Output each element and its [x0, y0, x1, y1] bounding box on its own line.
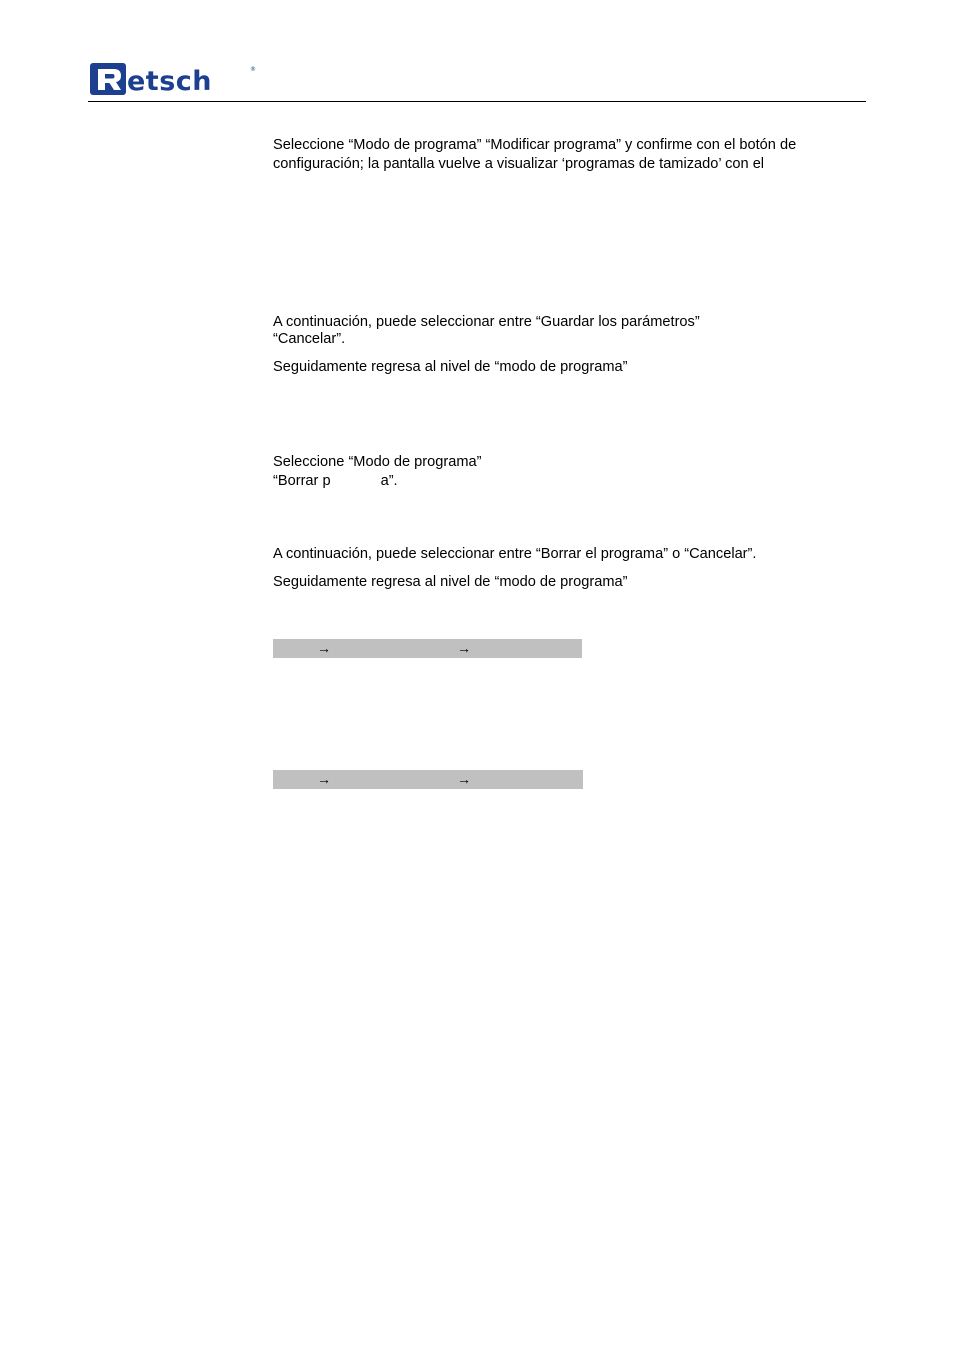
instruction-delete-line2 [273, 472, 398, 491]
instruction-modify-line2: configuración; la pantalla vuelve a visualizar ‘programas de tamizado’ con el [273, 156, 765, 172]
instruction-delete-line1: Seleccione “Modo de programa” [273, 454, 482, 470]
delete-options: A continuación, puede seleccionar entre “Borrar el programa” o “Cancelar”. [273, 546, 757, 562]
menu-path-bar [273, 770, 583, 789]
svg-text:®: ® [250, 66, 256, 73]
arrow-right-icon: → [317, 771, 331, 787]
page-header [0, 0, 954, 110]
menu-path-bar [273, 639, 582, 658]
svg-text:etsch: etsch [127, 66, 213, 96]
instruction-modify-line1: Seleccione “Modo de programa” “Modificar programa” y confirme con el botón de [273, 137, 797, 153]
save-options-line2: “Cancelar”. [273, 331, 346, 347]
retsch-logo [90, 62, 258, 96]
return-note-1: Seguidamente regresa al nivel de “modo de programa” [273, 359, 628, 375]
save-options-line1: A continuación, puede seleccionar entre “Guardar los parámetros” [273, 314, 700, 330]
delete-text-part-b: a”. [380, 473, 398, 489]
return-note-2: Seguidamente regresa al nivel de “modo de programa” [273, 574, 628, 590]
delete-text-part-a: “Borrar p [273, 473, 331, 489]
arrow-right-icon: → [457, 640, 471, 656]
arrow-right-icon: → [457, 771, 471, 787]
header-divider [88, 101, 866, 102]
arrow-right-icon: → [317, 640, 331, 656]
